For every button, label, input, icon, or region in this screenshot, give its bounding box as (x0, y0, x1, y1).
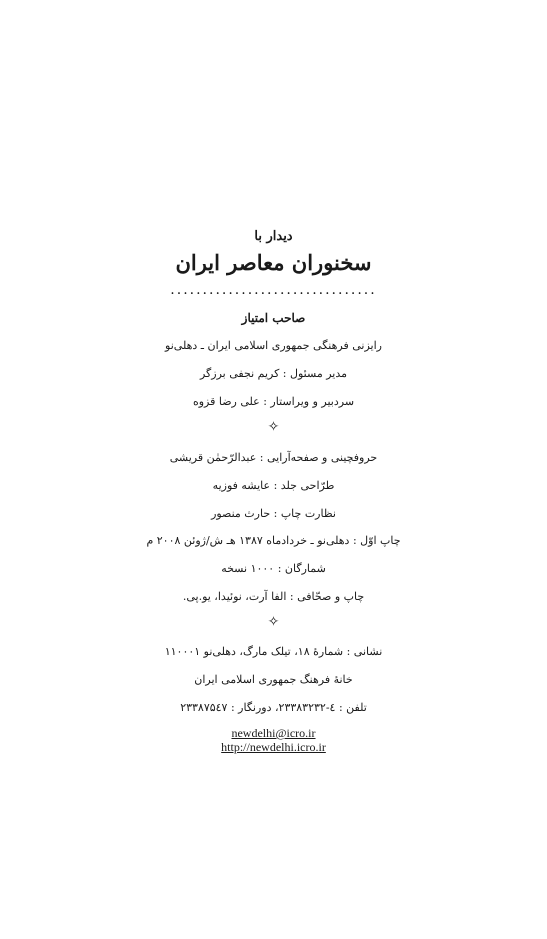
email-link[interactable]: newdelhi@icro.ir (231, 726, 316, 740)
print-supervision-credit: نظارت چاپ : حارث منصور (211, 507, 336, 520)
address-info: نشانی : شمارهٔ ۱۸، تیلک مارگ، دهلی‌نو ۱۱۰۰۰۱ (164, 645, 383, 658)
cover-design-credit: طرّاحی جلد : عایشه فوزیه (212, 479, 335, 492)
print-run-info: شمارگان : ۱۰۰۰ نسخه (221, 562, 326, 575)
book-title: سخنوران معاصر ایران (175, 250, 372, 275)
star-ornament-icon: ✧ (267, 419, 280, 435)
first-edition-info: چاپ اوّل : دهلی‌نو ـ خردادماه ۱۳۸۷ هـ ش/ژوئن ۲۰۰۸ م (146, 534, 401, 547)
printer-info: چاپ و صحّافی : الفا آرت، نوئیدا، یو.پی. (182, 590, 365, 603)
book-subtitle: دیدار با (254, 229, 293, 244)
organization-name: خانهٔ فرهنگ جمهوری اسلامی ایران (194, 673, 353, 686)
star-ornament-icon: ✧ (267, 614, 280, 630)
editor-in-chief: سردبیر و ویراستار : علی رضا قزوه (192, 395, 355, 408)
typesetting-credit: حروفچینی و صفحه‌آرایی : عبدالرّحمٰن قریشی (169, 451, 378, 464)
website-link[interactable]: http://newdelhi.icro.ir (221, 740, 326, 754)
managing-director: مدیر مسئول : کریم نجفی برزگر (199, 367, 348, 380)
publisher-heading: صاحب امتیاز (241, 311, 306, 325)
publisher-owner: رایزنی فرهنگی جمهوری اسلامی ایران ـ دهلی‌نو (165, 339, 382, 352)
dotted-divider: ................................ (170, 282, 377, 298)
website-row (0, 736, 547, 755)
phone-fax-info: تلفن : ٤-۲۳۳۸۳۲۳۲، دورنگار : ۲۳۳۸۷۵٤۷ (180, 701, 367, 714)
